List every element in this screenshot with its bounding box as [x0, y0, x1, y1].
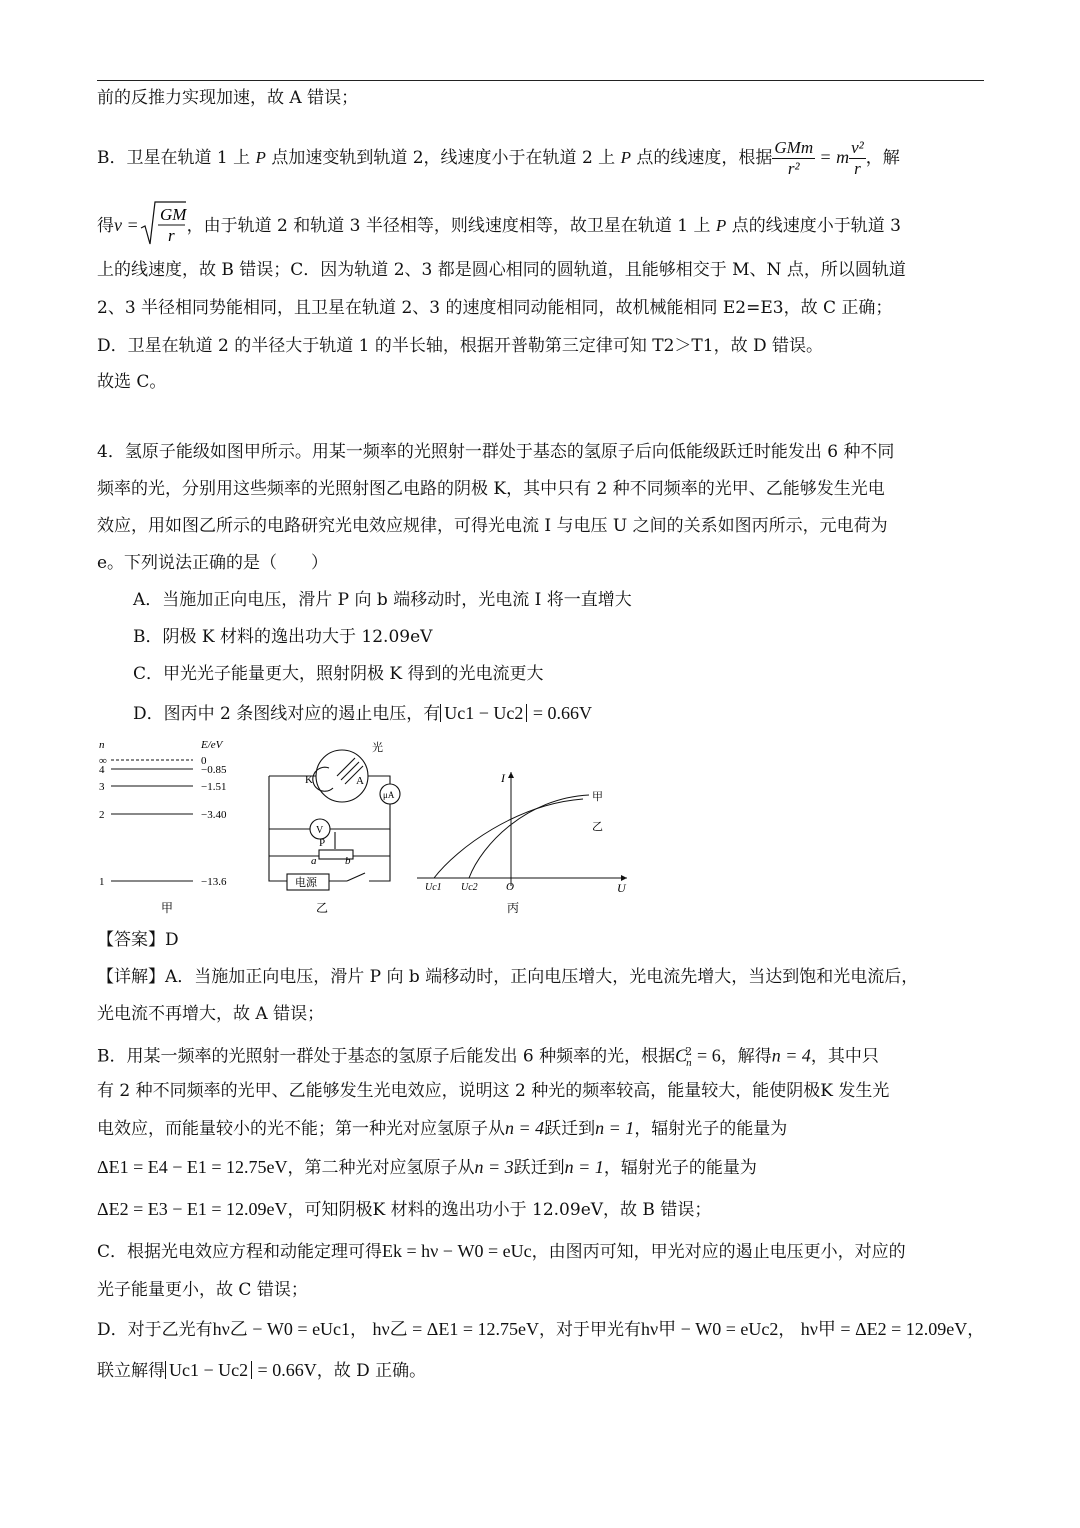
- detail-text: 电效应，而能量较小的光不能；第一种光对应氢原子从n = 4跃迁到n = 1，辐射光子的能量为: [97, 1118, 788, 1139]
- svg-text:P: P: [319, 837, 326, 849]
- option-a: A．当施加正向电压，滑片 P 向 b 端移动时，光电流 I 将一直增大: [133, 590, 632, 610]
- detail-text: 联立解得 Uc1 − Uc2 = 0.66V，故 D 正确。: [97, 1360, 427, 1381]
- detail-text: 有 2 种不同频率的光甲、乙能够发生光电效应，说明这 2 种光的频率较高，能量较大，能使阴极K 发生光: [97, 1081, 890, 1101]
- text-line: D．卫星在轨道 2 的半径大于轨道 1 的半长轴，根据开普勒第三定律可知 T2＞T1，故 D 错误。: [97, 336, 824, 356]
- option-c: C．甲光光子能量更大，照射阴极 K 得到的光电流更大: [133, 664, 544, 684]
- question-text: e。下列说法正确的是（ ）: [97, 553, 329, 573]
- svg-text:Uc2: Uc2: [461, 882, 478, 893]
- gravity-fraction: $\frac{\text{GMm}}{\text{r²}}$: [774, 138, 814, 178]
- energy-level-n: 2: [99, 809, 105, 821]
- text-line: 前的反推力实现加速，故 A 错误；: [97, 88, 359, 108]
- energy-level-n: 3: [99, 781, 105, 793]
- iu-graph: [417, 771, 627, 915]
- svg-text:n: n: [99, 739, 105, 751]
- caption-jia: 甲: [161, 901, 174, 915]
- energy-level-n: ∞: [99, 755, 107, 767]
- energy-level-value: 0: [201, 755, 207, 767]
- text-line: 得v = GM r ，由于轨道 2 和轨道 3 半径相等，则线速度相等，故卫星在轨道 1 上 P 点的线速度小于轨道 3: [97, 200, 901, 253]
- text-line: B．卫星在轨道 1 上 P 点加速变轨到轨道 2，线速度小于在轨道 2 上 P 点的线速度，根据 $\frac{\text{GMm}}{\text{r²}}$ = m $\frac{\text{v²}}{r}$ ，解: [97, 138, 900, 178]
- detail-text: C．根据光电效应方程和动能定理可得Ek = hν − W0 = eUc，由图丙可知，甲光对应的遏止电压更小，对应的: [97, 1241, 906, 1262]
- caption-bing: 丙: [507, 901, 520, 915]
- svg-text:I: I: [501, 771, 505, 785]
- caption-yi: 乙: [316, 901, 329, 915]
- detail-text: ΔE2 = E3 − E1 = 12.09eV，可知阴极K 材料的逸出功小于 12.09eV，故 B 错误；: [97, 1199, 712, 1220]
- question-text: 效应，用如图乙所示的电路研究光电效应规律，可得光电流 I 与电压 U 之间的关系如图丙所示，元电荷为: [97, 516, 888, 536]
- option-d: D．图丙中 2 条图线对应的遏止电压，有 Uc1 − Uc2 = 0.66V: [133, 703, 592, 724]
- svg-text:GM: GM: [159, 205, 187, 224]
- energy-level-value: −13.6: [201, 876, 227, 888]
- detail-text: B．用某一频率的光照射一群处于基态的氢原子后能发出 6 种频率的光，根据$C^2_n = 6$，解得n = 4，其中只: [97, 1045, 879, 1070]
- svg-text:甲: 甲: [592, 791, 603, 803]
- svg-text:Uc1: Uc1: [425, 882, 442, 893]
- detail-text: D．对于乙光有hν乙 − W0 = eUc1， hν乙 = ΔE1 = 12.75eV，对于甲光有hν甲 − W0 = eUc2， hν甲 = ΔE2 = 12.09eV，: [97, 1319, 985, 1340]
- header-rule: [97, 80, 984, 81]
- energy-level-diagram: [99, 739, 227, 915]
- svg-text:b: b: [345, 855, 351, 867]
- answer-line: 【答案】D: [97, 930, 179, 950]
- svg-text:光: 光: [372, 742, 383, 754]
- text-line: 故选 C。: [97, 372, 167, 392]
- question-text: 4．氢原子能级如图甲所示。用某一频率的光照射一群处于基态的氢原子后向低能级跃迁时能发出 6 种不同: [97, 442, 895, 462]
- centripetal-fraction: $\frac{\text{v²}}{r}$: [851, 138, 864, 178]
- svg-text:O: O: [506, 881, 514, 893]
- svg-text:乙: 乙: [592, 821, 603, 833]
- energy-level-n: 4: [99, 764, 105, 776]
- svg-text:A: A: [356, 775, 364, 787]
- detail-text: 【详解】A．当施加正向电压，滑片 P 向 b 端移动时，正向电压增大，光电流先增大，当达到饱和光电流后，: [97, 967, 919, 987]
- figure-group: [97, 736, 657, 925]
- text-line: 上的线速度，故 B 错误；C．因为轨道 2、3 都是圆心相同的圆轨道，且能够相交于 M、N 点，所以圆轨道: [97, 260, 906, 280]
- energy-level-value: −3.40: [201, 809, 227, 821]
- svg-text:电源: 电源: [295, 877, 317, 889]
- text-line: 2、3 半径相同势能相同，且卫星在轨道 2、3 的速度相同动能相同，故机械能相同 E2=E3，故 C 正确；: [97, 298, 893, 318]
- svg-text:K: K: [305, 774, 313, 786]
- physics-figures: [97, 736, 657, 921]
- svg-text:U: U: [617, 881, 626, 895]
- energy-level-value: −0.85: [201, 764, 227, 776]
- option-b: B．阴极 K 材料的逸出功大于 12.09eV: [133, 627, 433, 647]
- question-text: 频率的光，分别用这些频率的光照射图乙电路的阴极 K，其中只有 2 种不同频率的光甲、乙能够发生光电: [97, 479, 885, 499]
- svg-text:V: V: [316, 825, 324, 836]
- svg-text:a: a: [311, 855, 317, 867]
- sqrt-formula: [139, 200, 187, 253]
- circuit-diagram: [269, 750, 400, 890]
- energy-level-value: −1.51: [201, 781, 227, 793]
- svg-text:r: r: [167, 226, 175, 245]
- energy-level-n: 1: [99, 876, 105, 888]
- svg-text:E/eV: E/eV: [201, 739, 223, 751]
- detail-text: 光子能量更小，故 C 错误；: [97, 1280, 308, 1300]
- detail-text: ΔE1 = E4 − E1 = 12.75eV，第二种光对应氢原子从n = 3跃迁到n = 1，辐射光子的能量为: [97, 1157, 757, 1178]
- svg-text:μA: μA: [383, 790, 395, 800]
- detail-text: 光电流不再增大，故 A 错误；: [97, 1004, 325, 1024]
